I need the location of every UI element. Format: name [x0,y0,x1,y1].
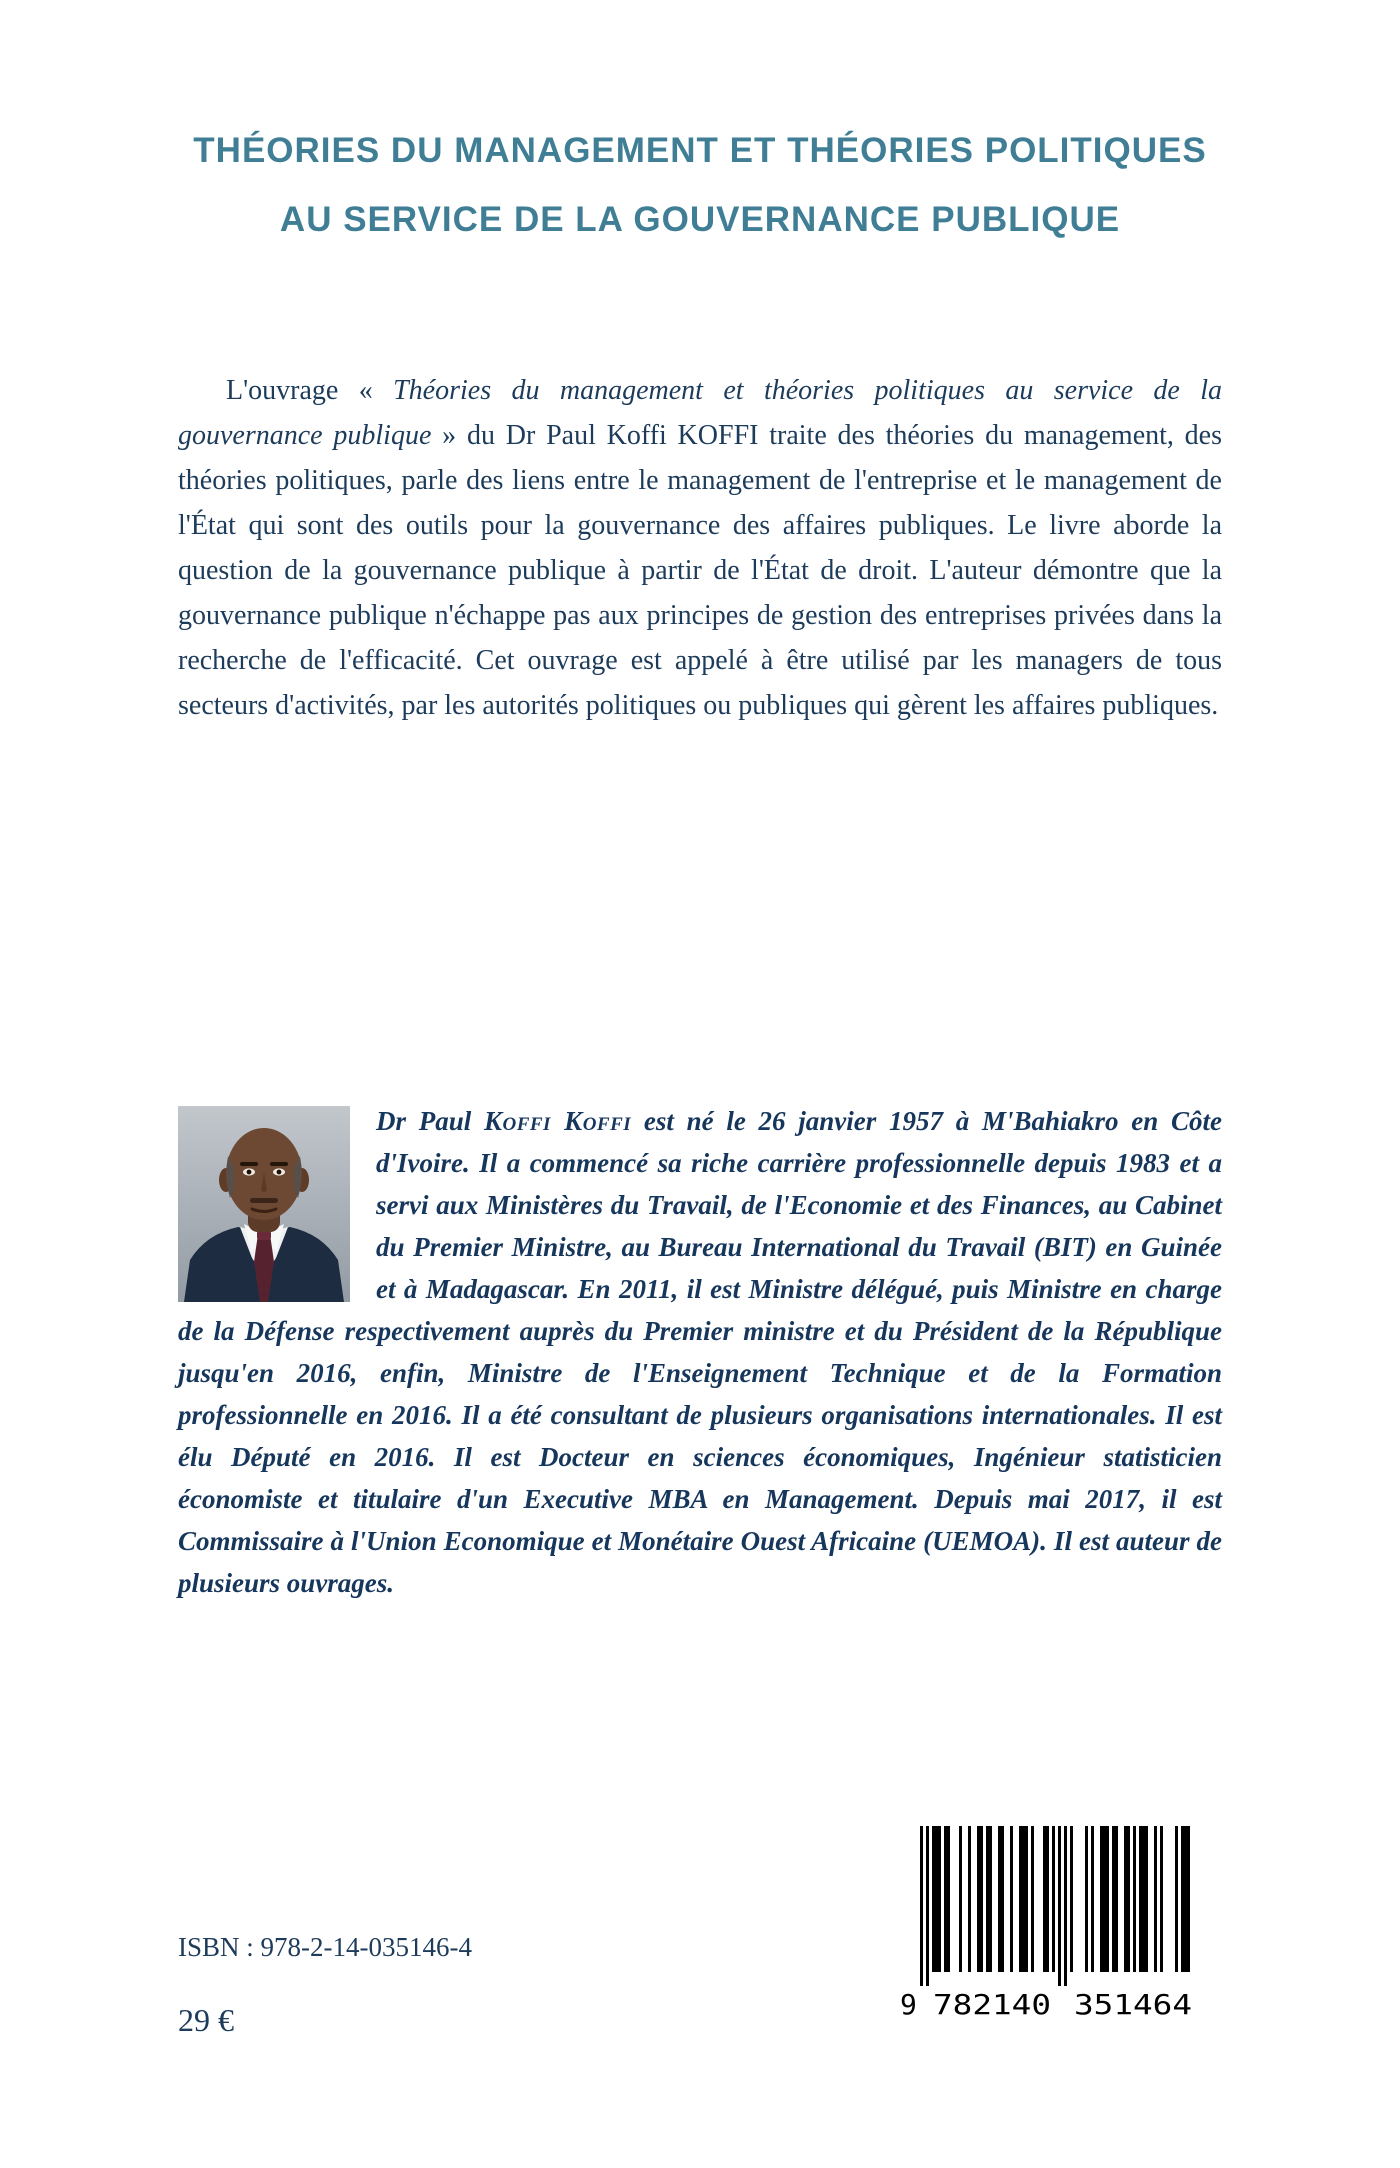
svg-text:351464: 351464 [1074,1988,1192,2021]
text-segment: L'ouvrage « [226,375,394,406]
price-text: 29 € [178,2002,234,2038]
text-segment: » du Dr Paul Koffi KOFFI traite des théories du management, des théories politiques, parle des liens entre le management de l'entreprise et le management de l'État qui sont des outils pour la gouvernance des affaires publiques. Le livre aborde la question de la gouvernance publique à partir de l'État de droit. L'auteur démontre que la gouvernance publique n'échappe pas aux principes de gestion des entreprises privées dans la recherche de l'efficacité. Cet ouvrage est appelé à être utilisé par les managers de tous secteurs d'activités, par les autorités politiques ou publiques qui gèrent les affaires publiques. [178,420,1223,721]
isbn-text: ISBN : 978-2-14-035146-4 [178,1932,472,1962]
book-title-line1: THÉORIES DU MANAGEMENT ET THÉORIES POLITIQUES [193,131,1207,170]
svg-text:9: 9 [900,1988,917,2021]
text-segment: Dr Paul [376,1106,484,1136]
barcode-bars [896,1824,1218,2022]
book-title [80,116,1320,254]
text-segment: est né le 26 janvier 1957 à M'Bahiakro en Côte d'Ivoire. Il a commencé sa riche carrière professionnelle depuis 1983 et a servi aux Ministères du Travail, de l'Economie et des Finances, au Cabinet du Premier Ministre, au Bureau International du Travail (BIT) en Guinée et à Madagascar. En 2011, il est Ministre délégué, puis Ministre en charge de la Défense respectivement auprès du Premier ministre et du Président de la République jusqu'en 2016, enfin, Ministre de l'Enseignement Technique et de la Formation professionnelle en 2016. Il a été consultant de plusieurs organisations internationales. Il est élu Député en 2016. Il est Docteur en sciences économiques, Ingénieur statisticien économiste et titulaire d'un Executive MBA en Management. Depuis mai 2017, il est Commissaire à l'Union Economique et Monétaire Ouest Africaine (UEMOA). Il est auteur de plusieurs ouvrages. [178,1106,1222,1598]
text-segment: Théories du management et théories politiques au service de la gouvernance publique [178,375,1223,451]
author-photo [178,1106,350,1302]
book-title-line2: AU SERVICE DE LA GOUVERNANCE PUBLIQUE [279,200,1121,239]
ean13-barcode [896,1824,1218,2022]
synopsis-paragraph [178,368,1222,728]
text-segment: Koffi Koffi [483,1106,632,1136]
svg-text:782140: 782140 [933,1988,1051,2021]
author-portrait-illustration [178,1106,350,1302]
author-bio-section [178,1100,1222,1604]
